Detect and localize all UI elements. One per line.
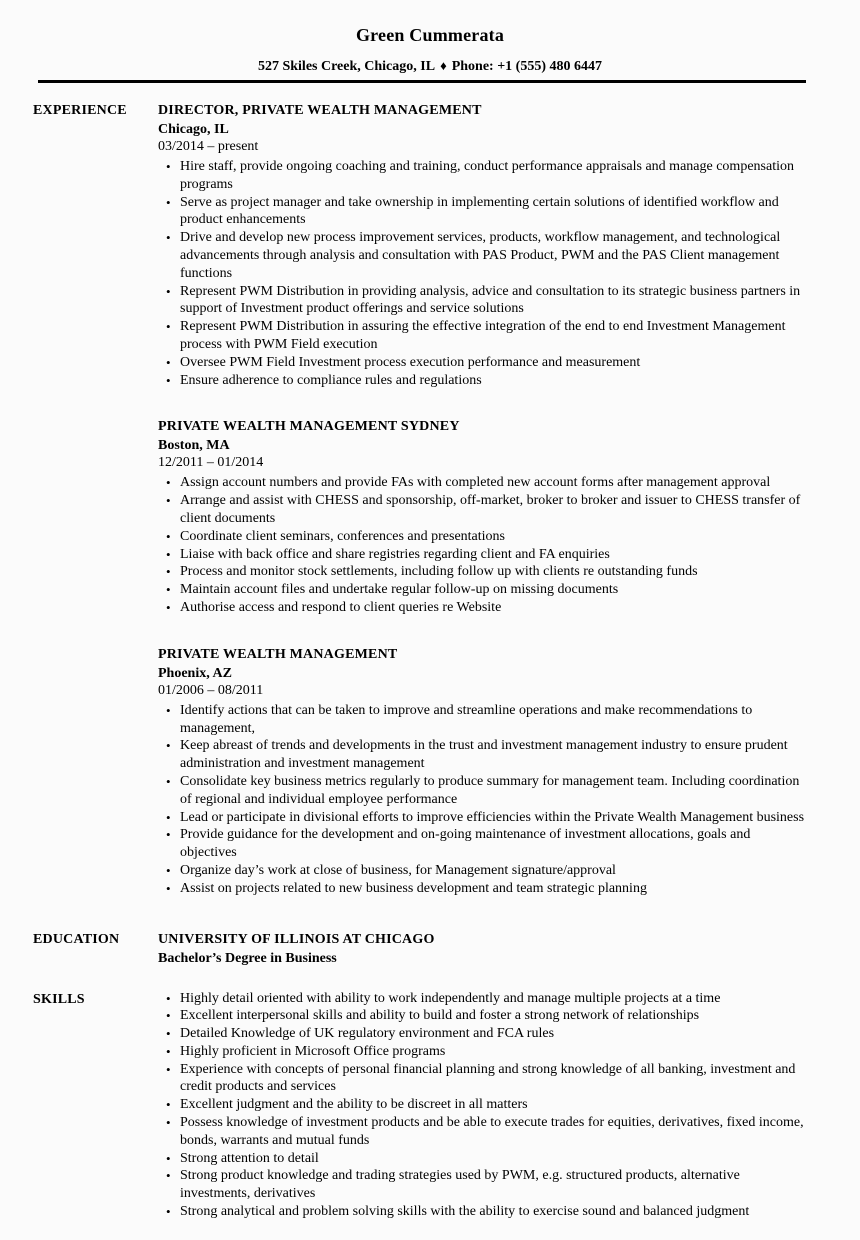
job-entry <box>158 101 818 389</box>
contact-phone: Phone: +1 (555) 480 6447 <box>451 59 603 74</box>
resume-body <box>0 101 860 1221</box>
bullet-item: • Consolidate key business metrics regularly to produce summary for management team. Including coordination of regional and individual employee performance <box>158 773 808 809</box>
degree: Bachelor’s Degree in Business <box>158 950 337 966</box>
experience-content <box>158 101 818 898</box>
bullet-item: • Ensure adherence to compliance rules and regulations <box>158 372 808 390</box>
bullet-item: • Assist on projects related to new business development and team strategic planning <box>158 880 808 898</box>
bullet-item: • Keep abreast of trends and developments in the trust and investment management industry to ensure prudent administration and investment management <box>158 737 808 773</box>
job-title: PRIVATE WEALTH MANAGEMENT SYDNEY <box>158 419 460 435</box>
bullet-item: • Serve as project manager and take ownership in implementing certain solutions of identified workflow and product enhancements <box>158 194 808 230</box>
job-dates: 03/2014 – present <box>158 139 259 154</box>
bullet-item: • Represent PWM Distribution in providing analysis, advice and consultation to its strategic business partners in support of Investment product offerings and service solutions <box>158 283 808 319</box>
job-bullets <box>158 158 808 389</box>
skills-content <box>158 990 818 1221</box>
skill-item: • Strong product knowledge and trading strategies used by PWM, e.g. structured products, alternative investments, derivatives <box>158 1167 808 1203</box>
job-title: DIRECTOR, PRIVATE WEALTH MANAGEMENT <box>158 103 482 118</box>
skill-item: • Highly proficient in Microsoft Office programs <box>158 1043 808 1061</box>
skill-item: • Strong attention to detail <box>158 1150 808 1168</box>
section-education <box>33 930 820 968</box>
skill-item: • Detailed Knowledge of UK regulatory environment and FCA rules <box>158 1025 808 1043</box>
section-label-skills: SKILLS <box>33 991 85 1007</box>
skill-item: • Excellent interpersonal skills and ability to build and foster a strong network of relationships <box>158 1007 808 1025</box>
section-label-experience: EXPERIENCE <box>33 103 127 118</box>
section-experience <box>33 101 820 898</box>
skill-item: • Possess knowledge of investment products and be able to execute trades for equities, derivatives, fixed income, bonds, warrants and mutual funds <box>158 1114 808 1150</box>
bullet-item: • Maintain account files and undertake regular follow-up on missing documents <box>158 581 808 599</box>
candidate-name: Green Cummerata <box>355 25 505 45</box>
bullet-item: • Authorise access and respond to client queries re Website <box>158 599 808 617</box>
job-location: Boston, MA <box>158 438 230 454</box>
section-label-education: EDUCATION <box>33 931 120 947</box>
resume-header <box>0 0 860 83</box>
skill-item: • Strong analytical and problem solving skills with the ability to exercise sound and balanced judgment <box>158 1203 808 1221</box>
contact-line <box>0 58 860 75</box>
bullet-item: • Process and monitor stock settlements, including follow up with clients re outstanding funds <box>158 563 808 581</box>
bullet-item: • Coordinate client seminars, conferences and presentations <box>158 528 808 546</box>
bullet-item: • Identify actions that can be taken to improve and streamline operations and make recommendations to management, <box>158 702 808 738</box>
bullet-item: • Organize day’s work at close of business, for Management signature/approval <box>158 862 808 880</box>
skills-list <box>158 990 808 1221</box>
job-location: Phoenix, AZ <box>158 665 232 681</box>
skill-item: • Experience with concepts of personal financial planning and strong knowledge of all banking, investment and credit products and services <box>158 1061 808 1097</box>
skill-item: • Excellent judgment and the ability to be discreet in all matters <box>158 1096 808 1114</box>
job-bullets <box>158 474 808 616</box>
school-name: UNIVERSITY OF ILLINOIS AT CHICAGO <box>158 931 435 947</box>
job-location: Chicago, IL <box>158 122 229 137</box>
job-entry <box>158 417 818 616</box>
diamond-icon: ♦ <box>440 58 447 73</box>
bullet-item: • Oversee PWM Field Investment process execution performance and measurement <box>158 354 808 372</box>
bullet-item: • Hire staff, provide ongoing coaching and training, conduct performance appraisals and manage compensation programs <box>158 158 808 194</box>
bullet-item: • Liaise with back office and share registries regarding client and FA enquiries <box>158 546 808 564</box>
bullet-item: • Represent PWM Distribution in assuring the effective integration of the end to end Investment Management process with PWM Field execution <box>158 318 808 354</box>
header-rule <box>38 80 806 83</box>
skill-item: • Highly detail oriented with ability to work independently and manage multiple projects at a time <box>158 990 808 1008</box>
contact-address: 527 Skiles Creek, Chicago, IL <box>257 59 436 74</box>
education-content <box>158 930 818 968</box>
bullet-item: • Assign account numbers and provide FAs with completed new account forms after management approval <box>158 474 808 492</box>
bullet-item: • Drive and develop new process improvement services, products, workflow management, and technological advancements through analysis and consultation with PAS Product, PWM and the PAS Client management functions <box>158 229 808 282</box>
job-bullets <box>158 702 808 898</box>
job-dates: 01/2006 – 08/2011 <box>158 682 264 698</box>
section-skills <box>33 990 820 1221</box>
bullet-item: • Arrange and assist with CHESS and sponsorship, off-market, broker to broker and issuer to CHESS transfer of client documents <box>158 492 808 528</box>
job-entry <box>158 645 818 898</box>
bullet-item: • Provide guidance for the development and on-going maintenance of investment allocations, goals and objectives <box>158 826 808 862</box>
job-dates: 12/2011 – 01/2014 <box>158 455 264 471</box>
bullet-item: • Lead or participate in divisional efforts to improve efficiencies within the Private Wealth Management business <box>158 809 808 827</box>
job-title: PRIVATE WEALTH MANAGEMENT <box>158 646 398 662</box>
